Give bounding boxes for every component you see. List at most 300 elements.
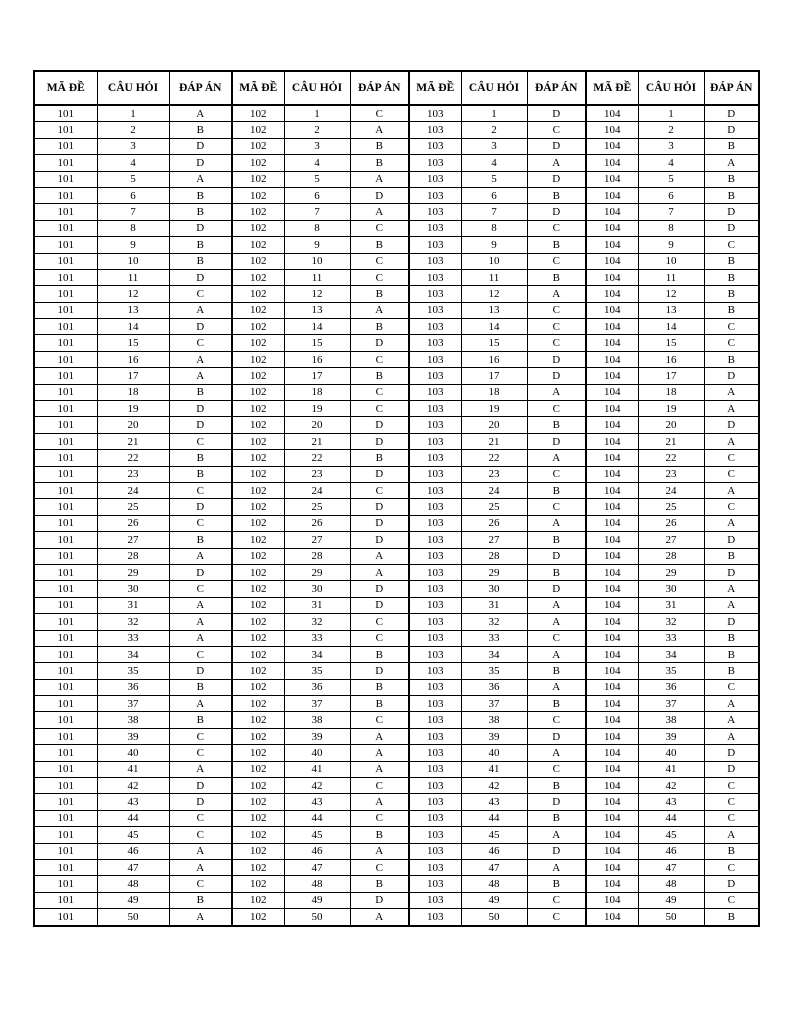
question-number-cell: 15 (461, 335, 527, 351)
question-number-cell: 27 (461, 532, 527, 548)
answer-cell: D (527, 794, 586, 810)
exam-code-cell: 102 (232, 450, 284, 466)
answer-cell: B (527, 810, 586, 826)
exam-code-cell: 101 (34, 630, 97, 646)
exam-code-cell: 103 (409, 253, 461, 269)
table-row (34, 253, 759, 269)
answer-cell: C (527, 335, 586, 351)
answer-cell: C (527, 401, 586, 417)
question-number-cell: 30 (97, 581, 169, 597)
answer-cell: C (527, 319, 586, 335)
question-number-cell: 13 (638, 302, 704, 318)
question-number-cell: 36 (284, 679, 350, 695)
question-number-cell: 17 (461, 368, 527, 384)
exam-code-cell: 102 (232, 745, 284, 761)
answer-cell: D (527, 138, 586, 154)
question-number-cell: 36 (638, 679, 704, 695)
exam-code-cell: 104 (586, 876, 638, 892)
question-number-cell: 38 (97, 712, 169, 728)
exam-code-cell: 104 (586, 630, 638, 646)
exam-code-cell: 104 (586, 548, 638, 564)
question-number-cell: 41 (97, 761, 169, 777)
exam-code-cell: 103 (409, 335, 461, 351)
answer-cell: D (527, 548, 586, 564)
answer-cell: C (350, 859, 409, 875)
answer-cell: C (704, 237, 759, 253)
exam-code-cell: 103 (409, 384, 461, 400)
question-number-cell: 35 (97, 663, 169, 679)
question-number-cell: 36 (461, 679, 527, 695)
question-number-cell: 50 (638, 909, 704, 926)
question-number-cell: 26 (97, 515, 169, 531)
answer-cell: A (350, 794, 409, 810)
exam-code-cell: 104 (586, 794, 638, 810)
exam-code-cell: 102 (232, 794, 284, 810)
answer-cell: D (704, 876, 759, 892)
question-number-cell: 19 (284, 401, 350, 417)
table-row (34, 810, 759, 826)
exam-code-cell: 101 (34, 269, 97, 285)
answer-cell: B (527, 663, 586, 679)
table-row (34, 827, 759, 843)
exam-code-cell: 103 (409, 515, 461, 531)
answer-cell: D (527, 351, 586, 367)
answer-cell: B (527, 532, 586, 548)
question-number-cell: 11 (97, 269, 169, 285)
exam-code-cell: 104 (586, 482, 638, 498)
question-number-cell: 13 (284, 302, 350, 318)
answer-cell: A (527, 859, 586, 875)
exam-code-cell: 103 (409, 597, 461, 613)
question-number-cell: 6 (284, 187, 350, 203)
exam-code-cell: 101 (34, 892, 97, 908)
answer-cell: A (169, 105, 232, 122)
question-number-cell: 23 (638, 466, 704, 482)
exam-code-cell: 104 (586, 712, 638, 728)
question-number-cell: 33 (638, 630, 704, 646)
answer-cell: B (704, 138, 759, 154)
answer-cell: D (704, 105, 759, 122)
answer-cell: A (169, 859, 232, 875)
question-number-cell: 32 (638, 614, 704, 630)
table-row (34, 499, 759, 515)
answer-cell: B (704, 843, 759, 859)
question-number-cell: 34 (97, 646, 169, 662)
answer-cell: A (704, 384, 759, 400)
question-number-cell: 1 (638, 105, 704, 122)
answer-key-table (33, 70, 760, 927)
question-number-cell: 39 (97, 728, 169, 744)
exam-code-cell: 103 (409, 302, 461, 318)
answer-cell: A (704, 515, 759, 531)
question-number-cell: 49 (638, 892, 704, 908)
question-number-cell: 28 (461, 548, 527, 564)
answer-cell: D (704, 564, 759, 580)
question-number-cell: 37 (97, 696, 169, 712)
question-number-cell: 48 (638, 876, 704, 892)
table-row (34, 105, 759, 122)
question-number-cell: 46 (284, 843, 350, 859)
answer-cell: C (169, 286, 232, 302)
exam-code-cell: 104 (586, 532, 638, 548)
question-number-cell: 48 (97, 876, 169, 892)
table-row (34, 630, 759, 646)
answer-cell: C (704, 859, 759, 875)
exam-code-cell: 103 (409, 155, 461, 171)
exam-code-cell: 103 (409, 171, 461, 187)
question-number-cell: 37 (638, 696, 704, 712)
question-number-cell: 46 (97, 843, 169, 859)
exam-code-cell: 101 (34, 302, 97, 318)
question-number-cell: 8 (461, 220, 527, 236)
exam-code-cell: 102 (232, 269, 284, 285)
answer-cell: A (350, 171, 409, 187)
exam-code-cell: 102 (232, 302, 284, 318)
exam-code-cell: 104 (586, 105, 638, 122)
exam-code-cell: 102 (232, 827, 284, 843)
exam-code-cell: 102 (232, 564, 284, 580)
question-number-cell: 9 (284, 237, 350, 253)
exam-code-cell: 102 (232, 663, 284, 679)
answer-cell: C (169, 482, 232, 498)
exam-code-cell: 102 (232, 876, 284, 892)
answer-cell: C (350, 220, 409, 236)
answer-cell: B (169, 679, 232, 695)
question-number-cell: 23 (97, 466, 169, 482)
answer-cell: D (350, 466, 409, 482)
answer-cell: A (704, 696, 759, 712)
table-row (34, 663, 759, 679)
exam-code-cell: 104 (586, 417, 638, 433)
exam-code-cell: 101 (34, 532, 97, 548)
table-row (34, 581, 759, 597)
exam-code-cell: 104 (586, 433, 638, 449)
exam-code-cell: 102 (232, 597, 284, 613)
exam-code-cell: 102 (232, 696, 284, 712)
exam-code-cell: 104 (586, 859, 638, 875)
header-question: CÂU HỎI (638, 71, 704, 105)
answer-cell: B (350, 286, 409, 302)
answer-cell: C (527, 122, 586, 138)
question-number-cell: 2 (638, 122, 704, 138)
exam-code-cell: 101 (34, 794, 97, 810)
question-number-cell: 16 (461, 351, 527, 367)
question-number-cell: 6 (461, 187, 527, 203)
exam-code-cell: 102 (232, 843, 284, 859)
exam-code-cell: 102 (232, 859, 284, 875)
exam-code-cell: 102 (232, 351, 284, 367)
question-number-cell: 20 (638, 417, 704, 433)
exam-code-cell: 102 (232, 368, 284, 384)
answer-cell: C (527, 220, 586, 236)
answer-cell: C (704, 450, 759, 466)
answer-rows (34, 105, 759, 926)
answer-cell: D (527, 368, 586, 384)
answer-cell: B (527, 876, 586, 892)
answer-cell: D (350, 187, 409, 203)
question-number-cell: 26 (638, 515, 704, 531)
answer-cell: C (527, 761, 586, 777)
question-number-cell: 20 (461, 417, 527, 433)
question-number-cell: 6 (97, 187, 169, 203)
question-number-cell: 10 (638, 253, 704, 269)
table-row (34, 171, 759, 187)
answer-cell: C (169, 335, 232, 351)
exam-code-cell: 102 (232, 499, 284, 515)
exam-code-cell: 104 (586, 138, 638, 154)
answer-cell: C (704, 810, 759, 826)
exam-code-cell: 103 (409, 368, 461, 384)
answer-cell: B (704, 171, 759, 187)
question-number-cell: 36 (97, 679, 169, 695)
exam-code-cell: 104 (586, 843, 638, 859)
answer-cell: A (350, 122, 409, 138)
question-number-cell: 47 (284, 859, 350, 875)
exam-code-cell: 102 (232, 515, 284, 531)
question-number-cell: 45 (97, 827, 169, 843)
answer-cell: A (704, 581, 759, 597)
exam-code-cell: 102 (232, 482, 284, 498)
exam-code-cell: 101 (34, 859, 97, 875)
exam-code-cell: 104 (586, 401, 638, 417)
exam-code-cell: 102 (232, 892, 284, 908)
answer-cell: A (350, 728, 409, 744)
answer-cell: A (350, 204, 409, 220)
answer-cell: D (350, 433, 409, 449)
table-row (34, 794, 759, 810)
question-number-cell: 3 (97, 138, 169, 154)
exam-code-cell: 104 (586, 728, 638, 744)
exam-code-cell: 101 (34, 204, 97, 220)
answer-cell: A (527, 614, 586, 630)
answer-cell: B (169, 253, 232, 269)
exam-code-cell: 103 (409, 892, 461, 908)
answer-cell: A (350, 909, 409, 926)
exam-code-cell: 102 (232, 417, 284, 433)
exam-code-cell: 104 (586, 663, 638, 679)
answer-cell: A (169, 597, 232, 613)
question-number-cell: 32 (284, 614, 350, 630)
answer-cell: B (169, 892, 232, 908)
question-number-cell: 40 (638, 745, 704, 761)
answer-cell: B (527, 269, 586, 285)
exam-code-cell: 103 (409, 761, 461, 777)
question-number-cell: 15 (97, 335, 169, 351)
answer-cell: C (704, 892, 759, 908)
question-number-cell: 10 (461, 253, 527, 269)
question-number-cell: 25 (97, 499, 169, 515)
exam-code-cell: 104 (586, 368, 638, 384)
answer-cell: B (704, 253, 759, 269)
question-number-cell: 40 (97, 745, 169, 761)
exam-code-cell: 101 (34, 237, 97, 253)
answer-cell: B (169, 712, 232, 728)
question-number-cell: 42 (284, 778, 350, 794)
question-number-cell: 46 (638, 843, 704, 859)
answer-cell: C (169, 810, 232, 826)
exam-code-cell: 101 (34, 581, 97, 597)
question-number-cell: 22 (97, 450, 169, 466)
question-number-cell: 18 (284, 384, 350, 400)
exam-code-cell: 103 (409, 876, 461, 892)
exam-code-cell: 104 (586, 892, 638, 908)
question-number-cell: 42 (638, 778, 704, 794)
exam-code-cell: 102 (232, 384, 284, 400)
exam-code-cell: 104 (586, 286, 638, 302)
question-number-cell: 4 (461, 155, 527, 171)
answer-cell: C (350, 778, 409, 794)
answer-cell: C (704, 778, 759, 794)
exam-code-cell: 101 (34, 909, 97, 926)
table-row (34, 597, 759, 613)
question-number-cell: 25 (284, 499, 350, 515)
exam-code-cell: 104 (586, 466, 638, 482)
question-number-cell: 4 (284, 155, 350, 171)
answer-cell: C (350, 351, 409, 367)
exam-code-cell: 103 (409, 909, 461, 926)
question-number-cell: 16 (97, 351, 169, 367)
table-row (34, 433, 759, 449)
answer-cell: D (350, 663, 409, 679)
exam-code-cell: 101 (34, 515, 97, 531)
question-number-cell: 32 (461, 614, 527, 630)
exam-code-cell: 101 (34, 401, 97, 417)
answer-cell: D (704, 532, 759, 548)
answer-cell: C (527, 892, 586, 908)
question-number-cell: 38 (284, 712, 350, 728)
exam-code-cell: 104 (586, 810, 638, 826)
answer-cell: C (350, 384, 409, 400)
answer-cell: A (704, 827, 759, 843)
exam-code-cell: 101 (34, 745, 97, 761)
exam-code-cell: 102 (232, 286, 284, 302)
answer-cell: B (350, 237, 409, 253)
exam-code-cell: 101 (34, 646, 97, 662)
exam-code-cell: 101 (34, 728, 97, 744)
answer-cell: B (350, 679, 409, 695)
answer-cell: C (527, 253, 586, 269)
exam-code-cell: 103 (409, 187, 461, 203)
question-number-cell: 39 (638, 728, 704, 744)
exam-code-cell: 102 (232, 253, 284, 269)
question-number-cell: 7 (284, 204, 350, 220)
answer-cell: D (527, 581, 586, 597)
question-number-cell: 24 (461, 482, 527, 498)
exam-code-cell: 101 (34, 351, 97, 367)
exam-code-cell: 102 (232, 401, 284, 417)
answer-cell: D (169, 269, 232, 285)
exam-code-cell: 101 (34, 155, 97, 171)
header-exam-code: MÃ ĐỀ (232, 71, 284, 105)
exam-code-cell: 103 (409, 466, 461, 482)
answer-cell: D (527, 204, 586, 220)
exam-code-cell: 101 (34, 614, 97, 630)
exam-code-cell: 101 (34, 253, 97, 269)
question-number-cell: 9 (461, 237, 527, 253)
answer-cell: B (169, 204, 232, 220)
exam-code-cell: 101 (34, 548, 97, 564)
answer-cell: A (169, 351, 232, 367)
answer-cell: A (704, 597, 759, 613)
exam-code-cell: 103 (409, 433, 461, 449)
answer-cell: D (527, 433, 586, 449)
question-number-cell: 22 (284, 450, 350, 466)
exam-code-cell: 102 (232, 105, 284, 122)
exam-code-cell: 102 (232, 433, 284, 449)
header-row (34, 71, 759, 105)
question-number-cell: 40 (461, 745, 527, 761)
answer-cell: A (350, 843, 409, 859)
question-number-cell: 37 (284, 696, 350, 712)
answer-cell: A (527, 827, 586, 843)
answer-cell: C (527, 302, 586, 318)
exam-code-cell: 103 (409, 614, 461, 630)
exam-code-cell: 101 (34, 368, 97, 384)
question-number-cell: 13 (97, 302, 169, 318)
exam-code-cell: 104 (586, 220, 638, 236)
question-number-cell: 42 (461, 778, 527, 794)
answer-cell: A (350, 761, 409, 777)
answer-cell: C (350, 105, 409, 122)
table-row (34, 138, 759, 154)
answer-cell: B (527, 778, 586, 794)
answer-cell: B (527, 482, 586, 498)
exam-code-cell: 103 (409, 482, 461, 498)
table-row (34, 417, 759, 433)
question-number-cell: 27 (638, 532, 704, 548)
answer-cell: A (169, 302, 232, 318)
answer-cell: A (527, 450, 586, 466)
answer-cell: C (704, 794, 759, 810)
exam-code-cell: 103 (409, 286, 461, 302)
exam-code-cell: 101 (34, 482, 97, 498)
table-row (34, 204, 759, 220)
question-number-cell: 43 (638, 794, 704, 810)
answer-cell: D (350, 532, 409, 548)
answer-cell: C (527, 499, 586, 515)
exam-code-cell: 101 (34, 286, 97, 302)
answer-cell: B (169, 532, 232, 548)
exam-code-cell: 101 (34, 876, 97, 892)
answer-cell: D (169, 138, 232, 154)
answer-cell: D (704, 220, 759, 236)
question-number-cell: 17 (97, 368, 169, 384)
answer-cell: A (704, 155, 759, 171)
exam-code-cell: 101 (34, 778, 97, 794)
table-row (34, 548, 759, 564)
question-number-cell: 34 (638, 646, 704, 662)
exam-code-cell: 101 (34, 827, 97, 843)
question-number-cell: 47 (461, 859, 527, 875)
exam-code-cell: 104 (586, 745, 638, 761)
answer-cell: D (704, 122, 759, 138)
question-number-cell: 9 (638, 237, 704, 253)
exam-code-cell: 104 (586, 351, 638, 367)
answer-cell: B (350, 876, 409, 892)
answer-cell: A (169, 614, 232, 630)
table-row (34, 515, 759, 531)
question-number-cell: 31 (97, 597, 169, 613)
table-row (34, 646, 759, 662)
question-number-cell: 12 (461, 286, 527, 302)
answer-cell: A (169, 548, 232, 564)
question-number-cell: 21 (97, 433, 169, 449)
table-row (34, 269, 759, 285)
table-row (34, 384, 759, 400)
question-number-cell: 12 (284, 286, 350, 302)
answer-cell: B (169, 384, 232, 400)
exam-code-cell: 104 (586, 155, 638, 171)
